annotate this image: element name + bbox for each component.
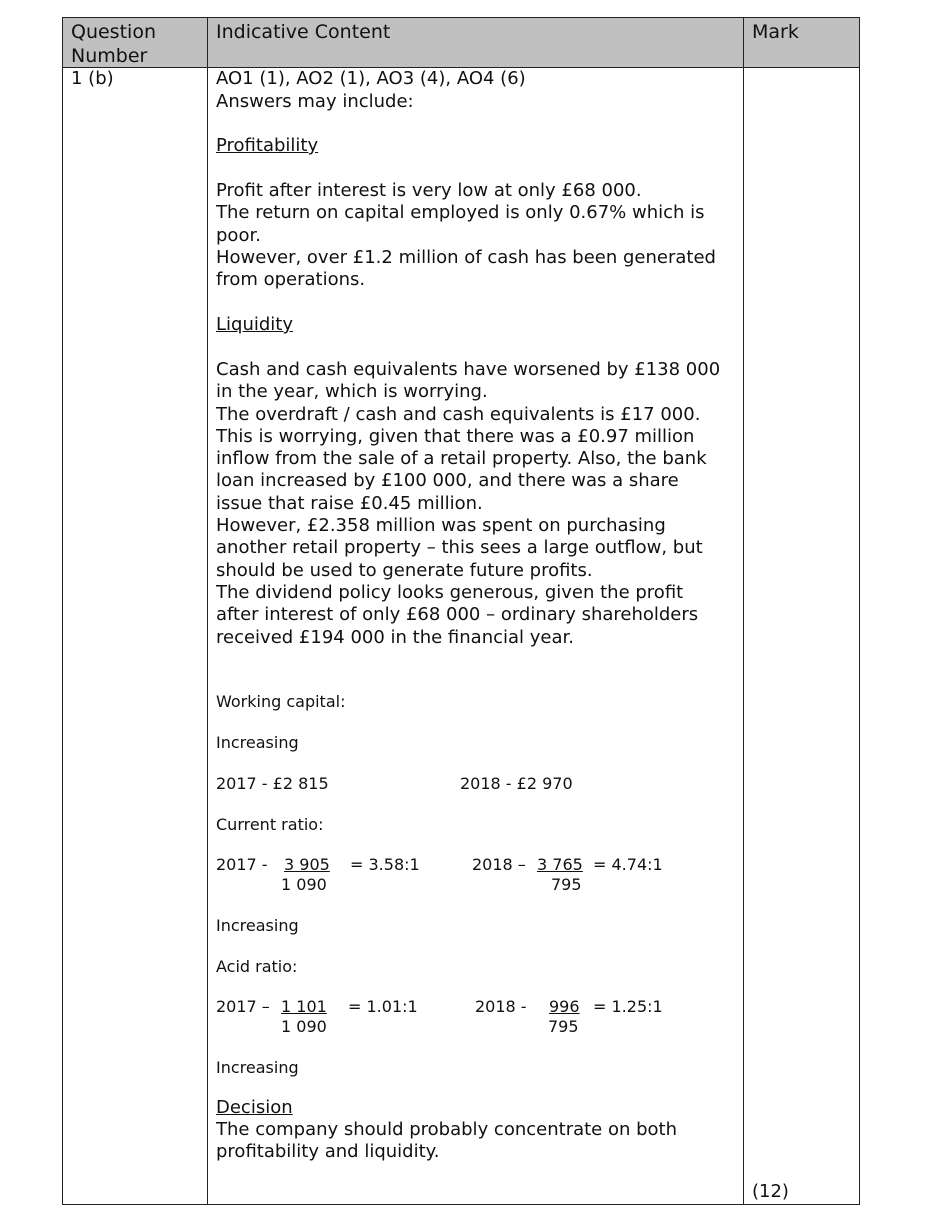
current-ratio-2017-prefix: 2017 - — [216, 855, 268, 874]
working-capital-trend: Increasing — [216, 733, 299, 752]
current-ratio-2018-denominator: 795 — [551, 875, 582, 894]
acid-ratio-2017-prefix: 2017 – — [216, 997, 270, 1016]
current-ratio-2017-numerator: 3 905 — [284, 855, 330, 874]
header-indicative-content: Indicative Content — [216, 21, 391, 43]
profitability-text: Profit after interest is very low at only £68 000. The return on capital employed is only 0.67% which is poor. However, over £1.2 million of cash has been generated from operations. — [216, 180, 716, 291]
current-ratio-label: Current ratio: — [216, 815, 324, 834]
current-ratio-2018-result: = 4.74:1 — [593, 855, 663, 874]
acid-ratio-2017-numerator: 1 101 — [281, 997, 327, 1016]
current-ratio-trend: Increasing — [216, 916, 299, 935]
assessment-objectives: AO1 (1), AO2 (1), AO3 (4), AO4 (6) — [216, 68, 526, 89]
table-border-left — [62, 17, 63, 1205]
decision-heading: Decision — [216, 1097, 293, 1118]
table-border-right — [859, 17, 860, 1205]
current-ratio-2017-result: = 3.58:1 — [350, 855, 420, 874]
working-capital-2017: 2017 - £2 815 — [216, 774, 329, 793]
column-divider-1 — [207, 17, 208, 1205]
profitability-heading: Profitability — [216, 135, 319, 156]
liquidity-text: Cash and cash equivalents have worsened by £138 000 in the year, which is worrying. The overdraft / cash and cash equivalents is £17 000. This is worrying, given that there was a £0.97 million inflow from the sale of a retail property. Also, the bank loan increased by £100 000, and there was a share issue that raise £0.45 million. However, £2.358 million was spent on purchasing another retail property – this sees a large outflow, but should be used to generate future profits. The dividend policy looks generous, given the profit after interest of only £68 000 – ordinary shareholders received £194 000 in the financial year. — [216, 359, 721, 648]
mark-scheme-table — [62, 17, 860, 1205]
acid-ratio-2018-denominator: 795 — [548, 1017, 579, 1036]
liquidity-heading: Liquidity — [216, 314, 294, 335]
table-border-top — [62, 17, 860, 18]
acid-ratio-2018-result: = 1.25:1 — [593, 997, 663, 1016]
acid-ratio-2018-numerator: 996 — [549, 997, 580, 1016]
decision-text: The company should probably concentrate on both profitability and liquidity. — [216, 1119, 678, 1163]
header-mark: Mark — [752, 21, 799, 43]
table-header — [62, 17, 860, 67]
acid-ratio-2018-prefix: 2018 - — [475, 997, 527, 1016]
column-divider-2 — [743, 17, 744, 1205]
mark-value: (12) — [752, 1181, 789, 1202]
current-ratio-2017-denominator: 1 090 — [281, 875, 327, 894]
working-capital-label: Working capital: — [216, 692, 346, 711]
intro-text: Answers may include: — [216, 91, 414, 112]
table-border-bottom — [62, 1204, 860, 1205]
working-capital-2018: 2018 - £2 970 — [460, 774, 573, 793]
acid-ratio-2017-denominator: 1 090 — [281, 1017, 327, 1036]
current-ratio-2018-numerator: 3 765 — [537, 855, 583, 874]
acid-ratio-trend: Increasing — [216, 1058, 299, 1077]
header-question-number: Question Number — [71, 21, 156, 67]
current-ratio-2018-prefix: 2018 – — [472, 855, 526, 874]
acid-ratio-label: Acid ratio: — [216, 957, 298, 976]
acid-ratio-2017-result: = 1.01:1 — [348, 997, 418, 1016]
question-number: 1 (b) — [71, 68, 114, 89]
